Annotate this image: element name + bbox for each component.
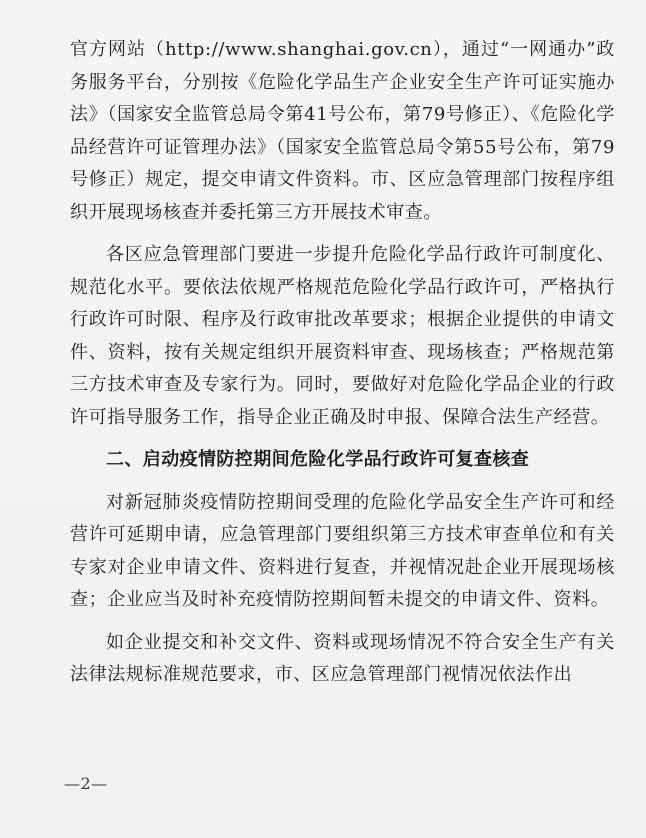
- section-heading: 二、启动疫情防控期间危险化学品行政许可复查核查: [106, 449, 530, 470]
- paragraph-4: 如企业提交和补交文件、资料或现场情况不符合安全生产有关法律法规标准规范要求，市、区应急管理部门视情况依法作出: [70, 631, 615, 685]
- page-number: —2—: [64, 774, 108, 793]
- paragraph-3: 对新冠肺炎疫情防控期间受理的危险化学品安全生产许可和经营许可延期申请，应急管理部门要组织第三方技术审查单位和有关专家对企业申请文件、资料进行复查，并视情况赴企业开展现场核查；企业应当及时补充疫情防控期间暂未提交的申请文件、资料。: [70, 491, 615, 610]
- paragraph-1: 官方网站（http://www.shanghai.gov.cn），通过“一网通办”政务服务平台，分别按《危险化学品生产企业安全生产许可证实施办法》（国家安全监管总局令第41号公布，第79号修正）、《危险化学品经营许可证管理办法》（国家安全监管总局令第55号公布，第79号修正）规定，提交申请文件资料。市、区应急管理部门按程序组织开展现场核查并委托第三方开展技术审查。: [70, 39, 615, 223]
- document-body: [70, 34, 615, 702]
- paragraph-2: 各区应急管理部门要进一步提升危险化学品行政许可制度化、规范化水平。要依法依规严格规范危险化学品行政许可，严格执行行政许可时限、程序及行政审批改革要求；根据企业提供的申请文件、资料，按有关规定组织开展资料审查、现场核查；严格规范第三方技术审查及专家行为。同时，要做好对危险化学品企业的行政许可指导服务工作，指导企业正确及时申报、保障合法生产经营。: [70, 244, 615, 428]
